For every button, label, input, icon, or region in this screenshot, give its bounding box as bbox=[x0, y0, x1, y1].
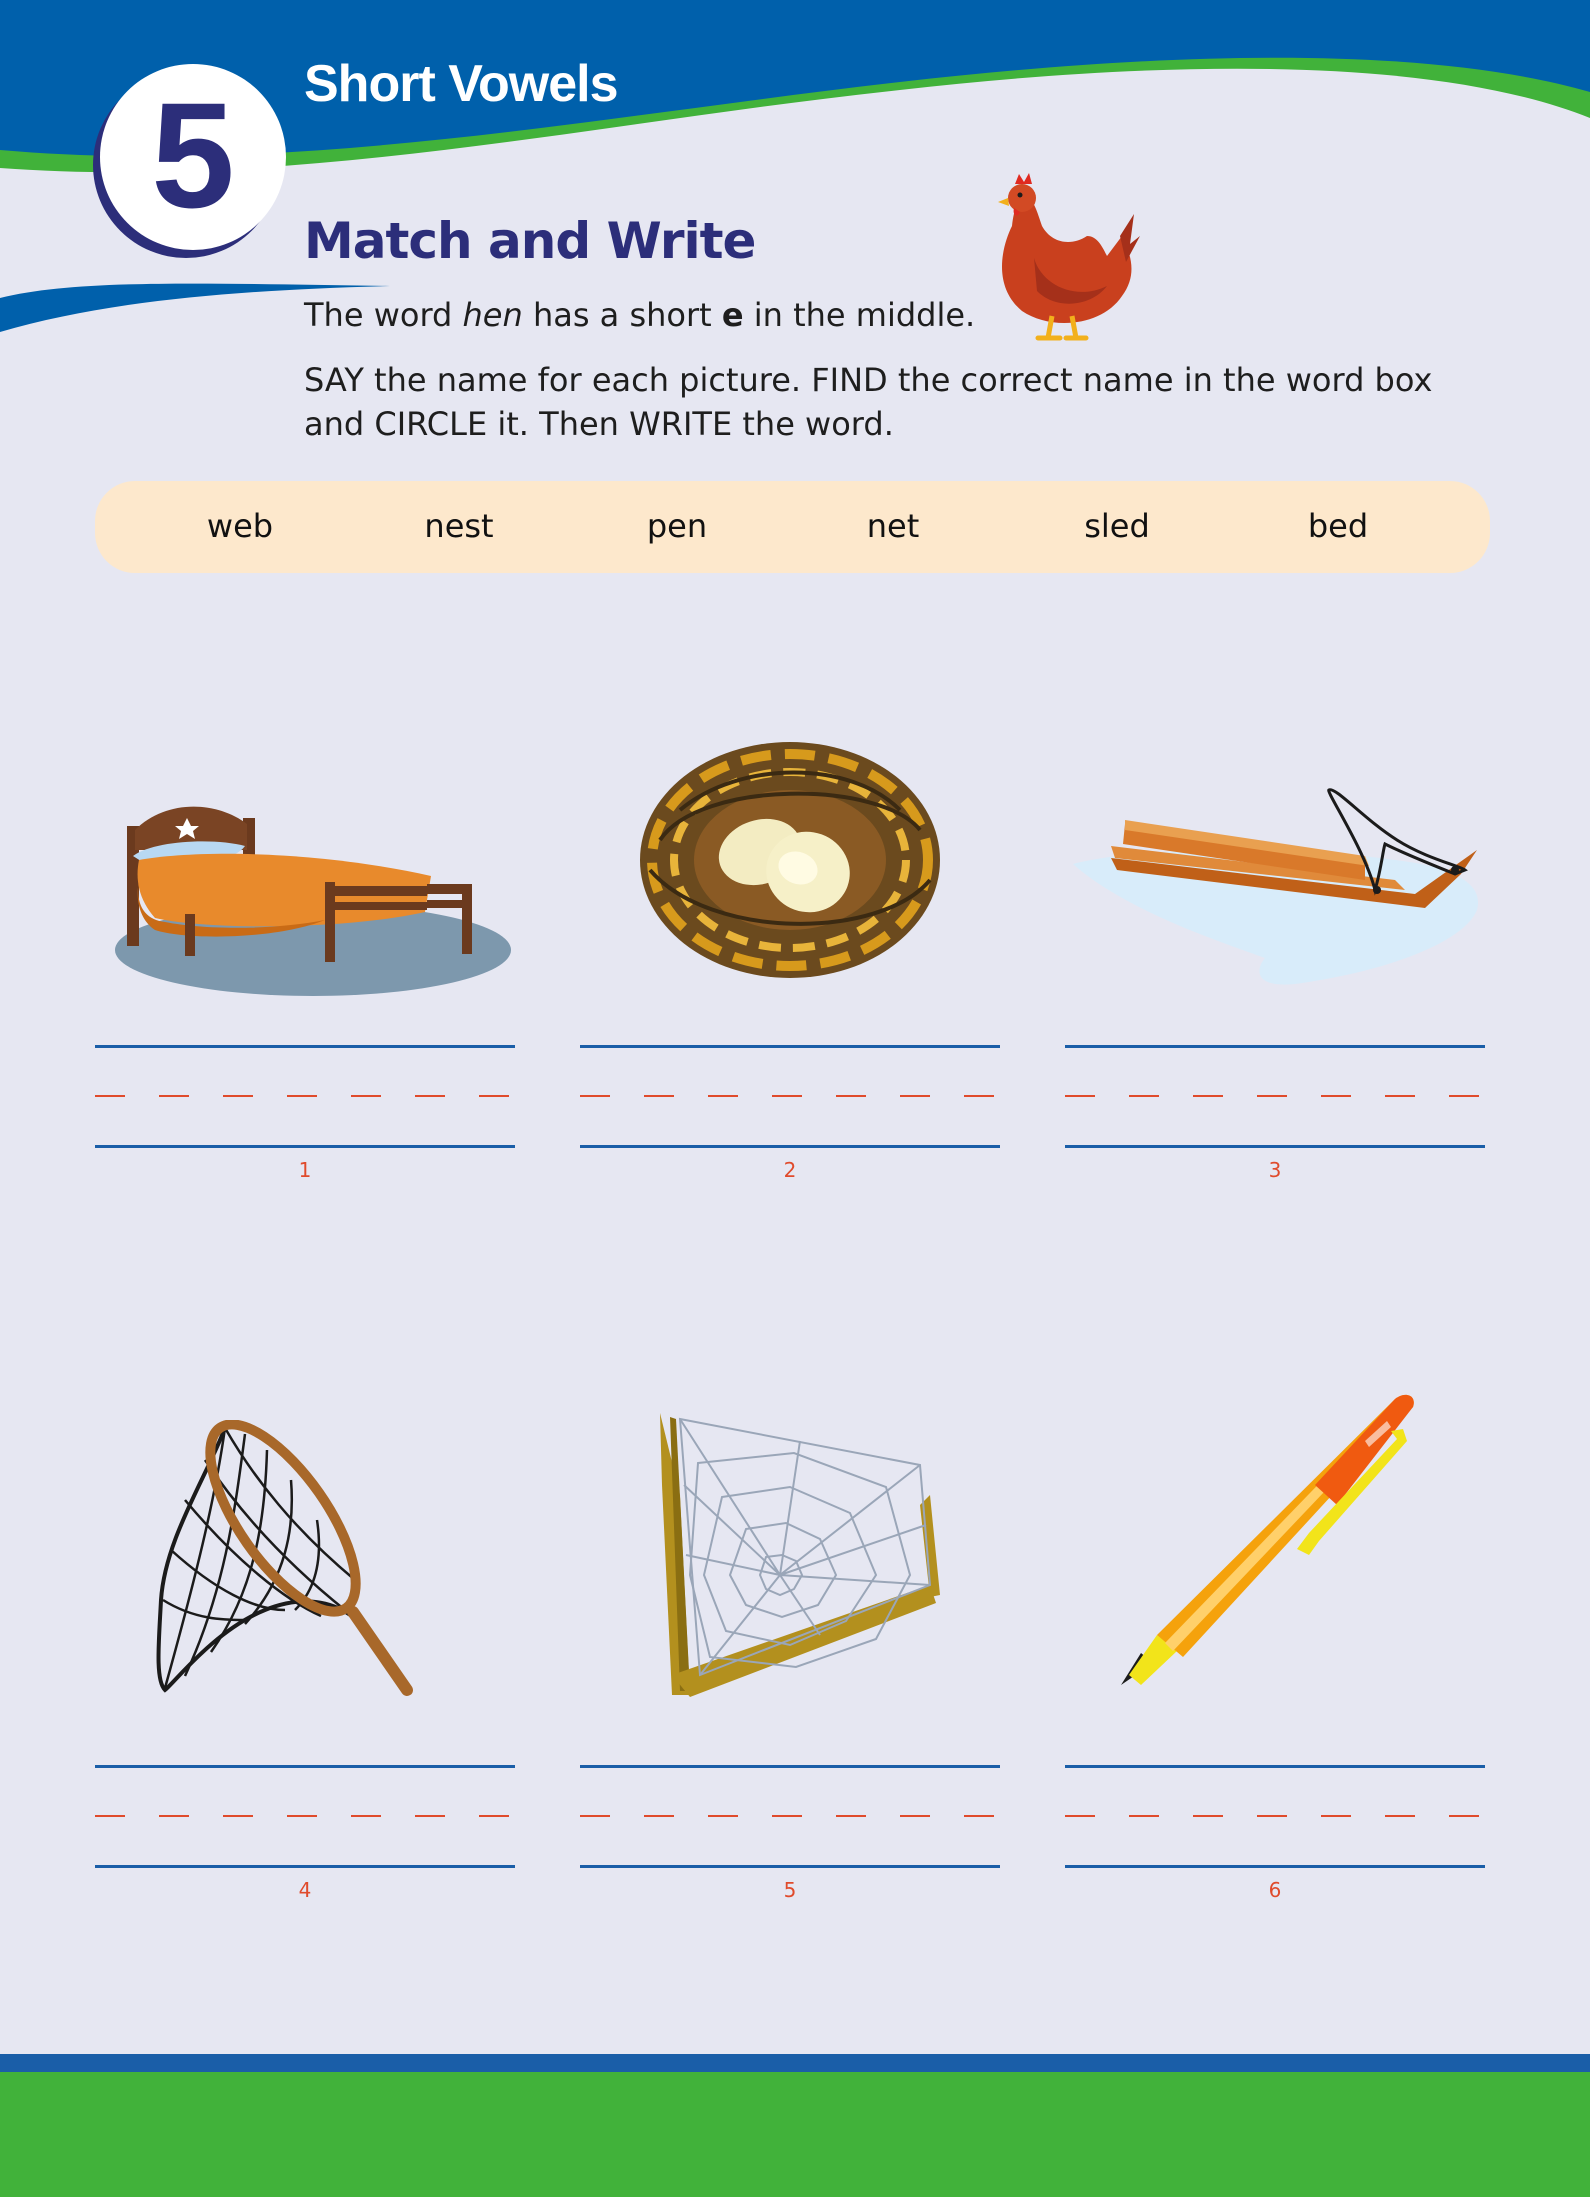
writing-line-bottom bbox=[1065, 1145, 1485, 1148]
word-box bbox=[95, 481, 1490, 573]
writing-line-top bbox=[1065, 1045, 1485, 1048]
exercise-item bbox=[1065, 1385, 1485, 1910]
word-net[interactable]: net bbox=[866, 507, 920, 545]
instruction-text: has a short bbox=[522, 296, 722, 334]
writing-line-dashed bbox=[95, 1095, 515, 1097]
writing-line-top bbox=[580, 1765, 1000, 1768]
section-title: Short Vowels bbox=[304, 55, 618, 113]
activity-title: Match and Write bbox=[304, 212, 756, 270]
unit-number-badge bbox=[100, 64, 286, 250]
item-number: 3 bbox=[1268, 1158, 1282, 1182]
writing-line-dashed bbox=[95, 1815, 515, 1817]
writing-lines[interactable] bbox=[1065, 1765, 1485, 1875]
instruction-italic-word: hen bbox=[462, 296, 523, 334]
item-number: 4 bbox=[298, 1878, 312, 1902]
instruction-hen bbox=[304, 296, 975, 334]
writing-line-dashed bbox=[580, 1095, 1000, 1097]
item-number: 6 bbox=[1268, 1878, 1282, 1902]
writing-lines[interactable] bbox=[95, 1765, 515, 1875]
writing-line-bottom bbox=[1065, 1865, 1485, 1868]
item-number: 1 bbox=[298, 1158, 312, 1182]
exercise-item bbox=[1065, 770, 1485, 1190]
footer-stripe-blue bbox=[0, 2054, 1590, 2072]
writing-line-dashed bbox=[1065, 1095, 1485, 1097]
writing-line-top bbox=[1065, 1765, 1485, 1768]
writing-lines[interactable] bbox=[580, 1045, 1000, 1155]
exercise-item bbox=[580, 720, 1000, 1190]
unit-number: 5 bbox=[151, 71, 235, 239]
exercise-item bbox=[95, 790, 515, 1190]
sled-picture bbox=[1065, 770, 1485, 1010]
instruction-directions: SAY the name for each picture. FIND the correct name in the word box and CIRCLE it. Then WRITE the word. bbox=[304, 361, 1433, 443]
writing-line-bottom bbox=[95, 1145, 515, 1148]
nest-picture bbox=[580, 720, 1000, 1000]
writing-line-top bbox=[95, 1765, 515, 1768]
writing-line-top bbox=[580, 1045, 1000, 1048]
writing-lines[interactable] bbox=[1065, 1045, 1485, 1155]
web-picture bbox=[580, 1405, 1000, 1705]
net-picture bbox=[95, 1420, 515, 1710]
writing-line-dashed bbox=[580, 1815, 1000, 1817]
instruction-text: in the middle. bbox=[743, 296, 976, 334]
footer-band-green bbox=[0, 2072, 1590, 2197]
exercise-item bbox=[95, 1420, 515, 1910]
word-pen[interactable]: pen bbox=[646, 507, 708, 545]
word-bed[interactable]: bed bbox=[1307, 507, 1369, 545]
word-nest[interactable]: nest bbox=[424, 507, 494, 545]
hen-picture bbox=[982, 166, 1142, 346]
instruction-text: The word bbox=[304, 296, 463, 334]
exercise-item bbox=[580, 1405, 1000, 1910]
writing-lines[interactable] bbox=[580, 1765, 1000, 1875]
item-number: 2 bbox=[783, 1158, 797, 1182]
writing-line-top bbox=[95, 1045, 515, 1048]
word-web[interactable]: web bbox=[206, 507, 274, 545]
pen-picture bbox=[1065, 1385, 1485, 1705]
item-number: 5 bbox=[783, 1878, 797, 1902]
writing-line-bottom bbox=[580, 1865, 1000, 1868]
bed-picture bbox=[95, 790, 515, 1010]
writing-line-bottom bbox=[580, 1145, 1000, 1148]
writing-line-bottom bbox=[95, 1865, 515, 1868]
instruction-bold-letter: e bbox=[721, 296, 744, 334]
word-sled[interactable]: sled bbox=[1084, 507, 1150, 545]
writing-lines[interactable] bbox=[95, 1045, 515, 1155]
writing-line-dashed bbox=[1065, 1815, 1485, 1817]
